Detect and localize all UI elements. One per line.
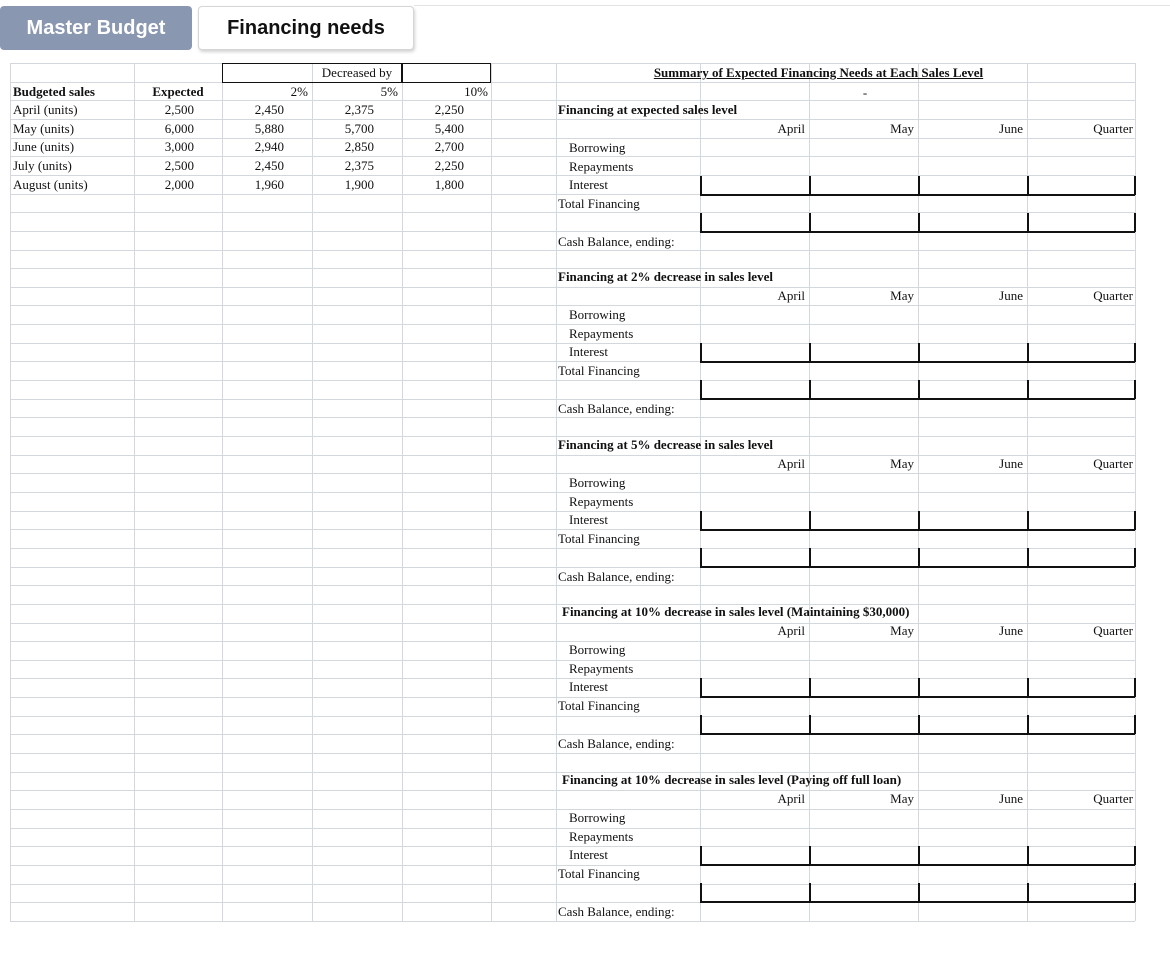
total-financing-divider [809, 213, 811, 232]
total-financing-divider [809, 883, 811, 902]
budget-value-cell[interactable]: 1,960 [254, 176, 284, 192]
grid-row-line [10, 548, 1135, 549]
month-header: Quarter [1093, 456, 1133, 471]
budget-value-cell[interactable]: 3,000 [164, 139, 194, 155]
total-financing-divider [1027, 715, 1029, 734]
grid-row-line [10, 716, 1135, 717]
interest-divider [809, 678, 811, 697]
interest-divider [1134, 343, 1136, 362]
month-header: May [890, 456, 914, 471]
total-financing-divider [918, 380, 920, 399]
grid-row-line [10, 921, 1135, 922]
month-header: April [777, 791, 805, 806]
month-header: June [999, 121, 1023, 136]
financing-row-label: Interest [569, 344, 608, 360]
interest-divider [1134, 511, 1136, 530]
interest-divider [1027, 678, 1029, 697]
interest-divider [700, 511, 702, 530]
financing-row-label: Interest [569, 512, 608, 528]
financing-row-label: Interest [569, 847, 608, 863]
section-title: Financing at 10% decrease in sales level (Paying off full loan) [562, 772, 902, 787]
tab-financing-needs[interactable]: Financing needs [198, 6, 414, 50]
month-header: June [999, 456, 1023, 471]
interest-divider [1134, 846, 1136, 865]
budget-value-cell[interactable]: 2,450 [254, 102, 284, 117]
section-title: Financing at 2% decrease in sales level [558, 269, 773, 284]
budget-row-label: May (units) [13, 120, 75, 136]
interest-divider [700, 678, 702, 697]
total-financing-divider [918, 213, 920, 232]
budgeted-sales-heading: Budgeted sales [13, 84, 95, 99]
budget-value-cell[interactable]: 2,500 [164, 102, 194, 117]
month-header: May [890, 121, 914, 136]
summary-dash: - [862, 85, 868, 100]
interest-divider [1027, 343, 1029, 362]
interest-divider [918, 846, 920, 865]
section-title: Financing at 10% decrease in sales level (Maintaining $30,000) [562, 604, 910, 619]
financing-row-label: Interest [569, 679, 608, 695]
expected-header: Expected [152, 84, 204, 99]
month-header: May [890, 791, 914, 806]
budget-value-cell[interactable]: 2,000 [164, 176, 194, 192]
month-header: Quarter [1093, 791, 1133, 806]
grid-row-line [10, 884, 1135, 885]
month-header: Quarter [1093, 623, 1133, 638]
total-financing-divider [809, 715, 811, 734]
budget-row-label: April (units) [13, 102, 78, 117]
total-financing-divider [918, 548, 920, 567]
financing-row-label: Repayments [569, 325, 634, 341]
financing-row-label: Total Financing [558, 865, 640, 881]
financing-row-label: Borrowing [569, 642, 626, 657]
cash-balance-label: Cash Balance, ending: [558, 569, 675, 584]
month-header: June [999, 791, 1023, 806]
interest-divider [700, 343, 702, 362]
total-financing-divider [1134, 548, 1136, 567]
financing-row-label: Total Financing [558, 530, 640, 546]
interest-divider [1027, 846, 1029, 865]
interest-divider [1134, 176, 1136, 195]
budget-value-cell[interactable]: 5,400 [434, 120, 464, 136]
total-financing-divider [1134, 380, 1136, 399]
total-financing-divider [700, 548, 702, 567]
grid-row-line [10, 212, 1135, 213]
percent-header: 5% [380, 84, 398, 99]
budget-value-cell[interactable]: 2,700 [434, 139, 464, 155]
total-financing-divider [1134, 213, 1136, 232]
financing-row-label: Borrowing [569, 475, 626, 490]
budget-value-cell[interactable]: 5,880 [254, 120, 284, 136]
interest-divider [1134, 678, 1136, 697]
financing-row-label: Borrowing [569, 140, 626, 155]
month-header: Quarter [1093, 121, 1133, 136]
budget-value-cell[interactable]: 5,700 [344, 120, 374, 136]
budget-value-cell[interactable]: 1,900 [344, 176, 374, 192]
total-financing-divider [1027, 548, 1029, 567]
financing-row-label: Repayments [569, 660, 634, 676]
interest-divider [809, 511, 811, 530]
financing-row-label: Repayments [569, 158, 634, 174]
total-financing-divider [809, 380, 811, 399]
budget-value-cell[interactable]: 2,940 [254, 139, 284, 155]
budget-row-label: June (units) [13, 139, 75, 155]
total-financing-divider [1134, 715, 1136, 734]
month-header: April [777, 623, 805, 638]
month-header: May [890, 288, 914, 303]
cash-balance-label: Cash Balance, ending: [558, 234, 675, 249]
budget-value-cell[interactable]: 2,850 [344, 139, 374, 155]
month-header: April [777, 121, 805, 136]
budget-value-cell[interactable]: 2,375 [344, 157, 374, 173]
summary-title: Summary of Expected Financing Needs at Each Sales Level [653, 65, 984, 80]
interest-divider [918, 511, 920, 530]
cash-balance-label: Cash Balance, ending: [558, 401, 675, 416]
total-financing-divider [918, 715, 920, 734]
tab-master-budget[interactable]: Master Budget [0, 6, 192, 50]
grid-row-line [10, 380, 1135, 381]
financing-row-label: Interest [569, 177, 608, 193]
interest-divider [809, 846, 811, 865]
grid-row-line [10, 585, 1135, 586]
cash-balance-label: Cash Balance, ending: [558, 736, 675, 751]
budget-value-cell[interactable]: 6,000 [164, 120, 194, 136]
financing-row-label: Repayments [569, 493, 634, 509]
financing-row-label: Total Financing [558, 195, 640, 211]
budget-value-cell[interactable]: 2,250 [434, 102, 464, 117]
section-title: Financing at expected sales level [558, 102, 738, 117]
decreased-by-header: Decreased by [321, 65, 393, 80]
total-financing-divider [700, 883, 702, 902]
financing-row-label: Repayments [569, 828, 634, 844]
cash-balance-label: Cash Balance, ending: [558, 904, 675, 919]
budget-value-cell[interactable]: 2,500 [164, 157, 194, 173]
total-financing-divider [1027, 213, 1029, 232]
financing-row-label: Borrowing [569, 810, 626, 825]
month-header: April [777, 456, 805, 471]
month-header: June [999, 623, 1023, 638]
interest-divider [1027, 176, 1029, 195]
month-header: June [999, 288, 1023, 303]
total-financing-divider [1027, 380, 1029, 399]
interest-divider [809, 176, 811, 195]
financing-row-label: Total Financing [558, 697, 640, 713]
total-financing-divider [700, 380, 702, 399]
grid-row-line [10, 417, 1135, 418]
budget-value-cell[interactable]: 1,800 [434, 176, 464, 192]
interest-divider [918, 343, 920, 362]
interest-divider [700, 176, 702, 195]
percent-header: 2% [290, 84, 308, 99]
total-financing-divider [1027, 883, 1029, 902]
section-title: Financing at 5% decrease in sales level [558, 437, 773, 452]
total-financing-divider [700, 213, 702, 232]
grid-row-line [10, 753, 1135, 754]
budget-value-cell[interactable]: 2,250 [434, 157, 464, 173]
budget-row-label: August (units) [13, 176, 88, 192]
budget-row-label: July (units) [13, 157, 72, 173]
interest-divider [918, 678, 920, 697]
month-header: May [890, 623, 914, 638]
financing-row-label: Borrowing [569, 307, 626, 322]
interest-divider [918, 176, 920, 195]
interest-divider [700, 846, 702, 865]
month-header: April [777, 288, 805, 303]
total-financing-divider [809, 548, 811, 567]
total-financing-divider [1134, 883, 1136, 902]
percent-header: 10% [464, 84, 488, 99]
budget-value-cell[interactable]: 2,375 [344, 102, 374, 117]
month-header: Quarter [1093, 288, 1133, 303]
financing-row-label: Total Financing [558, 362, 640, 378]
interest-divider [1027, 511, 1029, 530]
budget-value-cell[interactable]: 2,450 [254, 157, 284, 173]
interest-divider [809, 343, 811, 362]
total-financing-divider [918, 883, 920, 902]
total-financing-divider [700, 715, 702, 734]
